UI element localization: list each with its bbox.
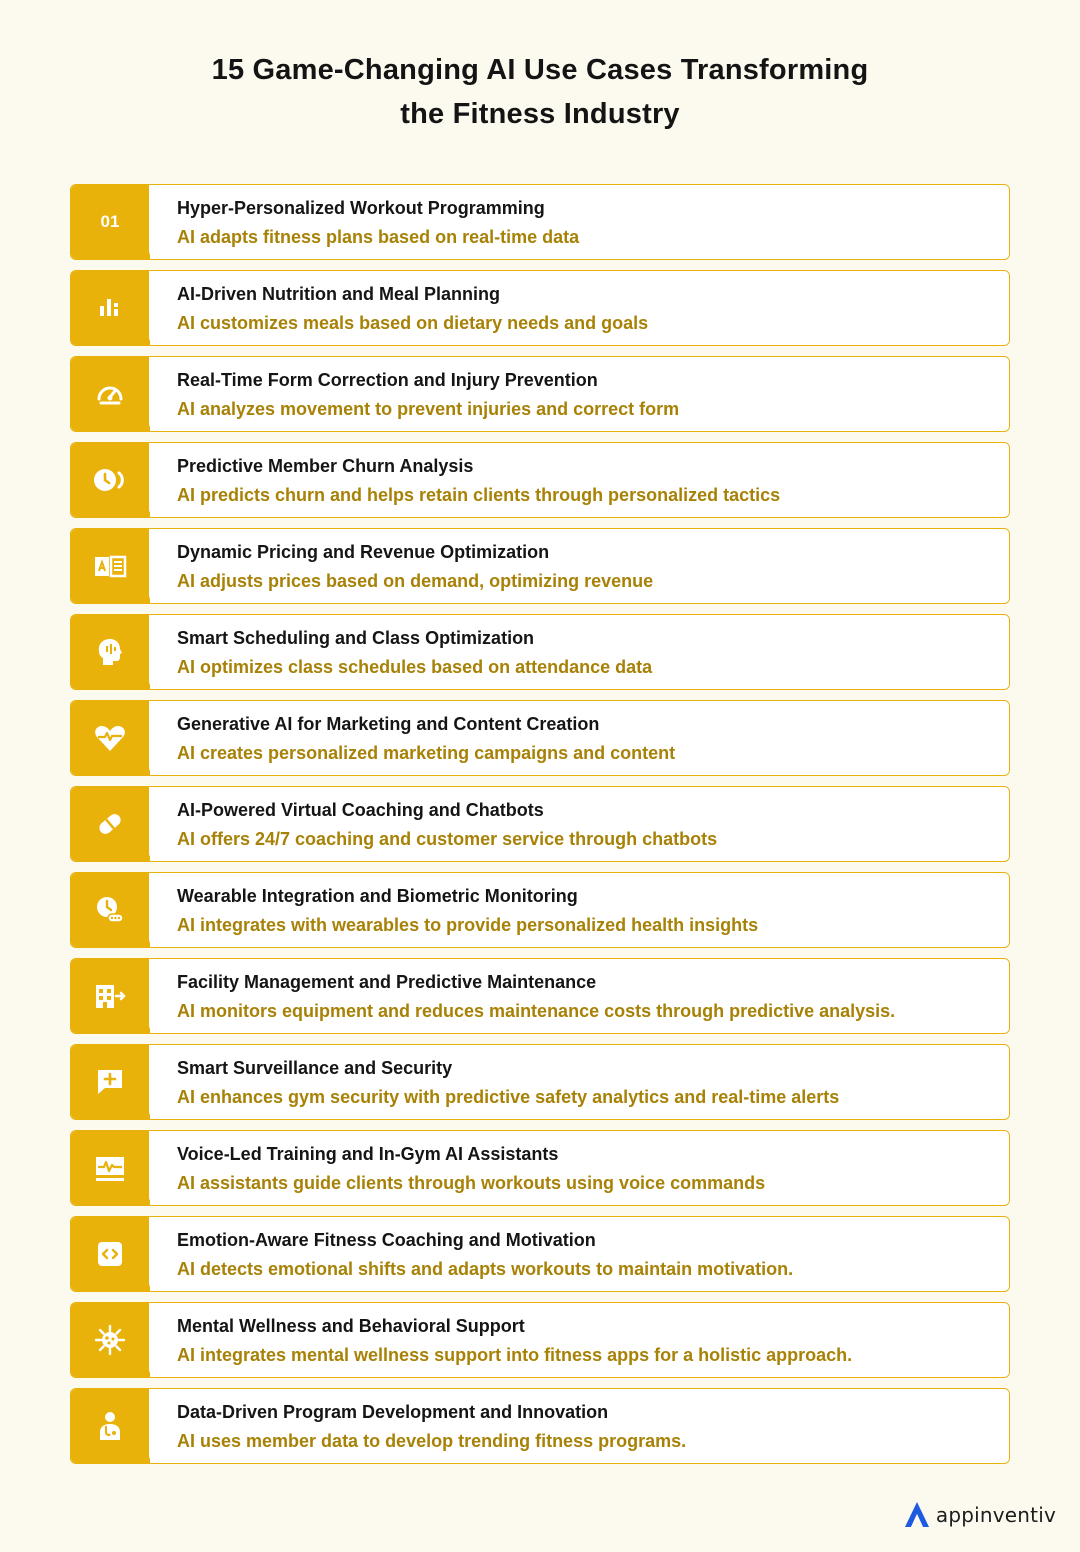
card-title: Voice-Led Training and In-Gym AI Assistants (177, 1144, 559, 1164)
use-case-card-14 (70, 1302, 1010, 1378)
card-icon-tab (71, 443, 149, 517)
clock-signal-icon (92, 466, 128, 494)
card-description: AI enhances gym security with predictive safety analytics and real-time alerts (177, 1087, 840, 1107)
pill-icon (95, 809, 125, 839)
card-icon-tab (71, 959, 149, 1033)
brand-logo (902, 1500, 1056, 1530)
card-description: AI predicts churn and helps retain clients through personalized tactics (177, 485, 781, 505)
building-arrow-icon (93, 982, 127, 1010)
speedometer-icon (95, 381, 125, 407)
card-description: AI assistants guide clients through workouts using voice commands (177, 1173, 766, 1193)
number-badge: 01 (100, 212, 120, 231)
use-case-card-13 (70, 1216, 1010, 1292)
card-title: Smart Scheduling and Class Optimization (177, 628, 535, 648)
use-case-list (70, 184, 1010, 1474)
card-description: AI integrates with wearables to provide personalized health insights (177, 915, 759, 935)
title-line-2: the Fitness Industry (400, 98, 680, 130)
card-icon-tab (71, 271, 149, 345)
use-case-card-03 (70, 356, 1010, 432)
virus-icon (94, 1324, 126, 1356)
card-icon-tab (71, 1045, 149, 1119)
card-title: Emotion-Aware Fitness Coaching and Motivation (177, 1230, 596, 1250)
card-title: Data-Driven Program Development and Innovation (177, 1402, 609, 1422)
card-icon-tab (71, 357, 149, 431)
card-title: AI-Driven Nutrition and Meal Planning (177, 284, 501, 304)
use-case-card-04 (70, 442, 1010, 518)
card-title: Mental Wellness and Behavioral Support (177, 1316, 525, 1336)
use-case-card-06 (70, 614, 1010, 690)
card-title: Real-Time Form Correction and Injury Prevention (177, 370, 598, 390)
person-stethoscope-icon (96, 1410, 124, 1442)
card-title: AI-Powered Virtual Coaching and Chatbots (177, 800, 544, 820)
card-icon-tab (71, 615, 149, 689)
card-description: AI creates personalized marketing campaigns and content (177, 743, 676, 763)
title-line-1: 15 Game-Changing AI Use Cases Transforming (211, 54, 869, 86)
card-description: AI uses member data to develop trending fitness programs. (177, 1431, 687, 1451)
card-description: AI adapts fitness plans based on real-time data (177, 227, 580, 247)
logo-text: appinventiv (935, 1503, 1056, 1527)
card-title: Predictive Member Churn Analysis (177, 456, 474, 476)
card-description: AI integrates mental wellness support into fitness apps for a holistic approach. (177, 1345, 853, 1365)
code-icon (96, 1240, 124, 1268)
card-title: Smart Surveillance and Security (177, 1058, 453, 1078)
monitor-pulse-icon (94, 1154, 126, 1182)
card-description: AI adjusts prices based on demand, optimizing revenue (177, 571, 654, 591)
card-title: Generative AI for Marketing and Content Creation (177, 714, 600, 734)
head-icon (96, 637, 124, 667)
bar-chart-icon (97, 295, 123, 321)
chat-plus-icon (95, 1067, 125, 1097)
clock-chat-icon (95, 895, 125, 925)
card-icon-tab (71, 701, 149, 775)
use-case-card-09 (70, 872, 1010, 948)
use-case-card-15 (70, 1388, 1010, 1464)
use-case-card-05 (70, 528, 1010, 604)
card-title: Dynamic Pricing and Revenue Optimization (177, 542, 550, 562)
card-description: AI detects emotional shifts and adapts workouts to maintain motivation. (177, 1259, 794, 1279)
card-icon-tab (71, 1389, 149, 1463)
card-title: Facility Management and Predictive Maintenance (177, 972, 597, 992)
card-icon-tab (71, 529, 149, 603)
use-case-card-12 (70, 1130, 1010, 1206)
card-icon-tab (71, 1131, 149, 1205)
card-title: Wearable Integration and Biometric Monitoring (177, 886, 578, 906)
heart-pulse-icon (94, 724, 126, 752)
card-description: AI analyzes movement to prevent injuries and correct form (177, 399, 680, 419)
card-icon-tab (71, 185, 149, 259)
card-description: AI monitors equipment and reduces maintenance costs through predictive analysis. (177, 1001, 896, 1021)
card-title: Hyper-Personalized Workout Programming (177, 198, 545, 218)
card-icon-tab (71, 1303, 149, 1377)
card-icon-tab (71, 787, 149, 861)
use-case-card-10 (70, 958, 1010, 1034)
page-title (0, 48, 1080, 136)
card-icon-tab (71, 873, 149, 947)
logo-mark-icon (902, 1500, 932, 1530)
card-icon-tab (71, 1217, 149, 1291)
use-case-card-08 (70, 786, 1010, 862)
card-description: AI customizes meals based on dietary needs and goals (177, 313, 649, 333)
card-description: AI optimizes class schedules based on attendance data (177, 657, 653, 677)
use-case-card-01 (70, 184, 1010, 260)
use-case-card-02 (70, 270, 1010, 346)
use-case-card-11 (70, 1044, 1010, 1120)
card-description: AI offers 24/7 coaching and customer service through chatbots (177, 829, 718, 849)
book-icon (93, 553, 127, 579)
use-case-card-07 (70, 700, 1010, 776)
